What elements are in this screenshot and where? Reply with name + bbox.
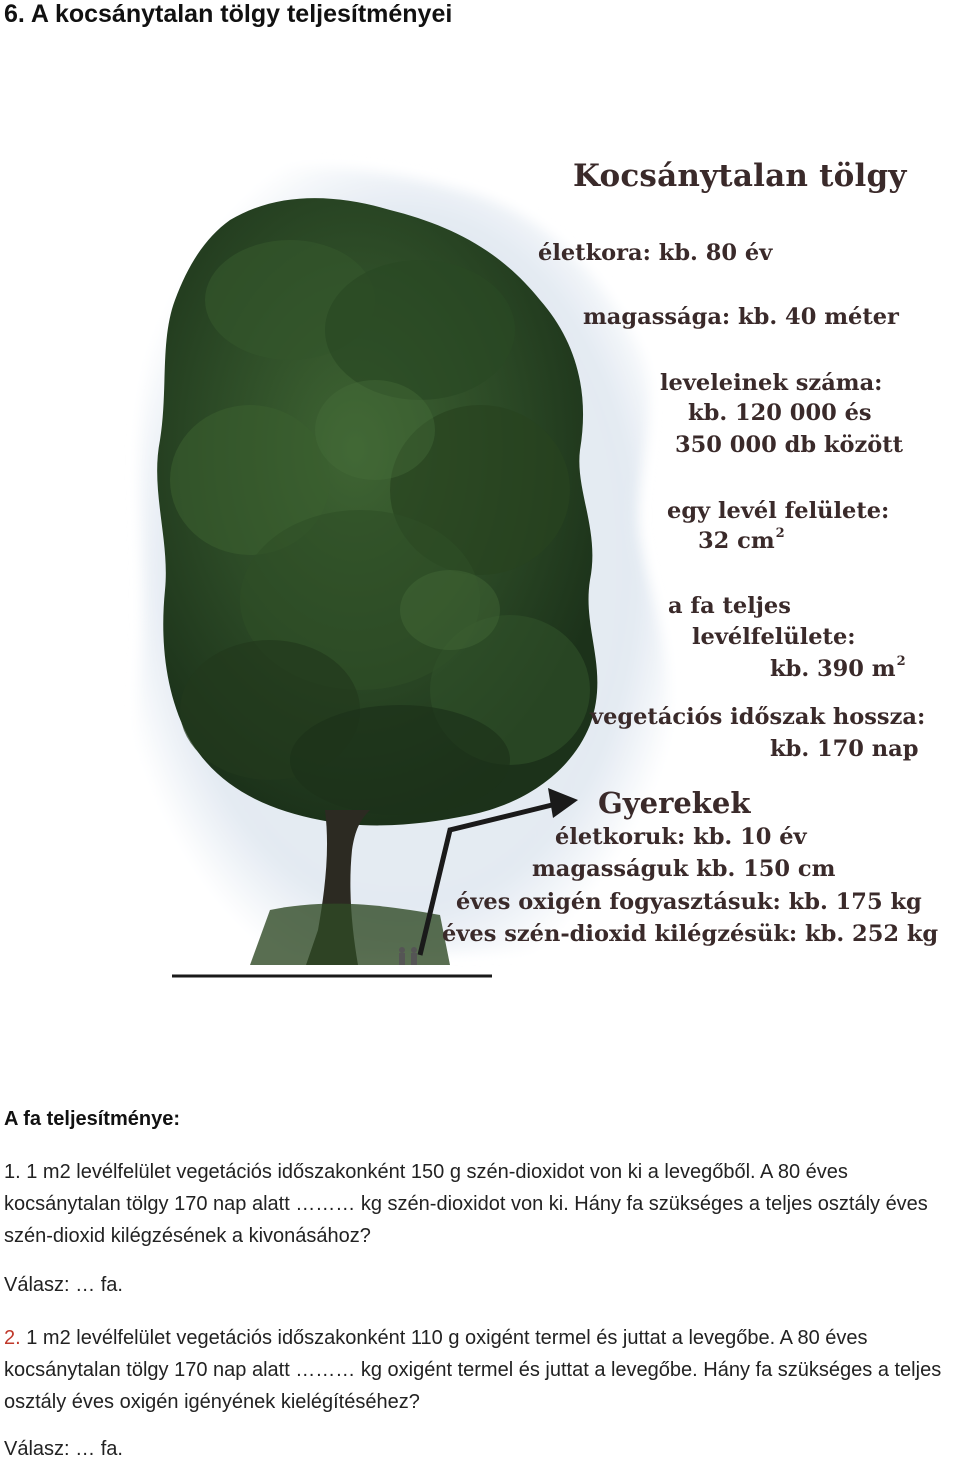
- question-2: 2. 1 m2 levélfelület vegetációs időszakonként 110 g oxigént termel és juttat a levegőbe. A 80 éves kocsánytalan tölgy 170 nap alatt ……… kg oxigént termel és juttat a levegőbe. Hány fa szükséges a teljes osztály éves oxigén igényének kielégítéséhez?: [4, 1327, 942, 1413]
- season-value: kb. 170 nap: [770, 736, 919, 762]
- leaf-area-value: 32 $cm^2$: [698, 526, 785, 554]
- leaf-area-label: egy levél felülete:: [667, 498, 890, 524]
- total-area-line2: levélfelülete:: [692, 624, 856, 650]
- answer-2: Válasz: … fa.: [4, 1438, 123, 1460]
- section-title: A fa teljesítménye:: [4, 1108, 180, 1130]
- question-2-number: 2.: [4, 1327, 21, 1349]
- leaves-count-line2: 350 000 db között: [675, 432, 904, 458]
- kids-co2: éves szén-dioxid kilégzésük: kb. 252 kg: [442, 921, 939, 947]
- kids-age: életkoruk: kb. 10 év: [555, 824, 807, 850]
- kids-title: Gyerekek: [598, 786, 751, 820]
- oak-infographic: [120, 150, 940, 995]
- total-area-value: kb. 390 $m^2$: [770, 654, 906, 682]
- kids-oxygen: éves oxigén fogyasztásuk: kb. 175 kg: [456, 889, 922, 915]
- season-label: vegetációs időszak hossza:: [590, 704, 926, 730]
- question-1: 1. 1 m2 levélfelület vegetációs időszakonként 150 g szén-dioxidot von ki a levegőből. A 80 éves kocsánytalan tölgy 170 nap alatt ……… kg szén-dioxidot von ki. Hány fa szükséges a teljes osztály éves szén-dioxid kilégzésének a kivonásához?: [4, 1161, 928, 1247]
- oak-height: magassága: kb. 40 méter: [583, 304, 899, 330]
- tree-canopy: [157, 198, 597, 825]
- total-area-line1: a fa teljes: [668, 593, 791, 619]
- leaves-count-label: leveleinek száma:: [660, 370, 883, 396]
- page-title: 6. A kocsánytalan tölgy teljesítményei: [4, 0, 453, 28]
- leaves-count-line1: kb. 120 000 és: [688, 400, 872, 426]
- oak-age: életkora: kb. 80 év: [538, 240, 773, 266]
- answer-1: Válasz: … fa.: [4, 1274, 123, 1296]
- kids-height: magasságuk kb. 150 cm: [532, 856, 836, 882]
- figure-title: Kocsánytalan tölgy: [573, 158, 907, 194]
